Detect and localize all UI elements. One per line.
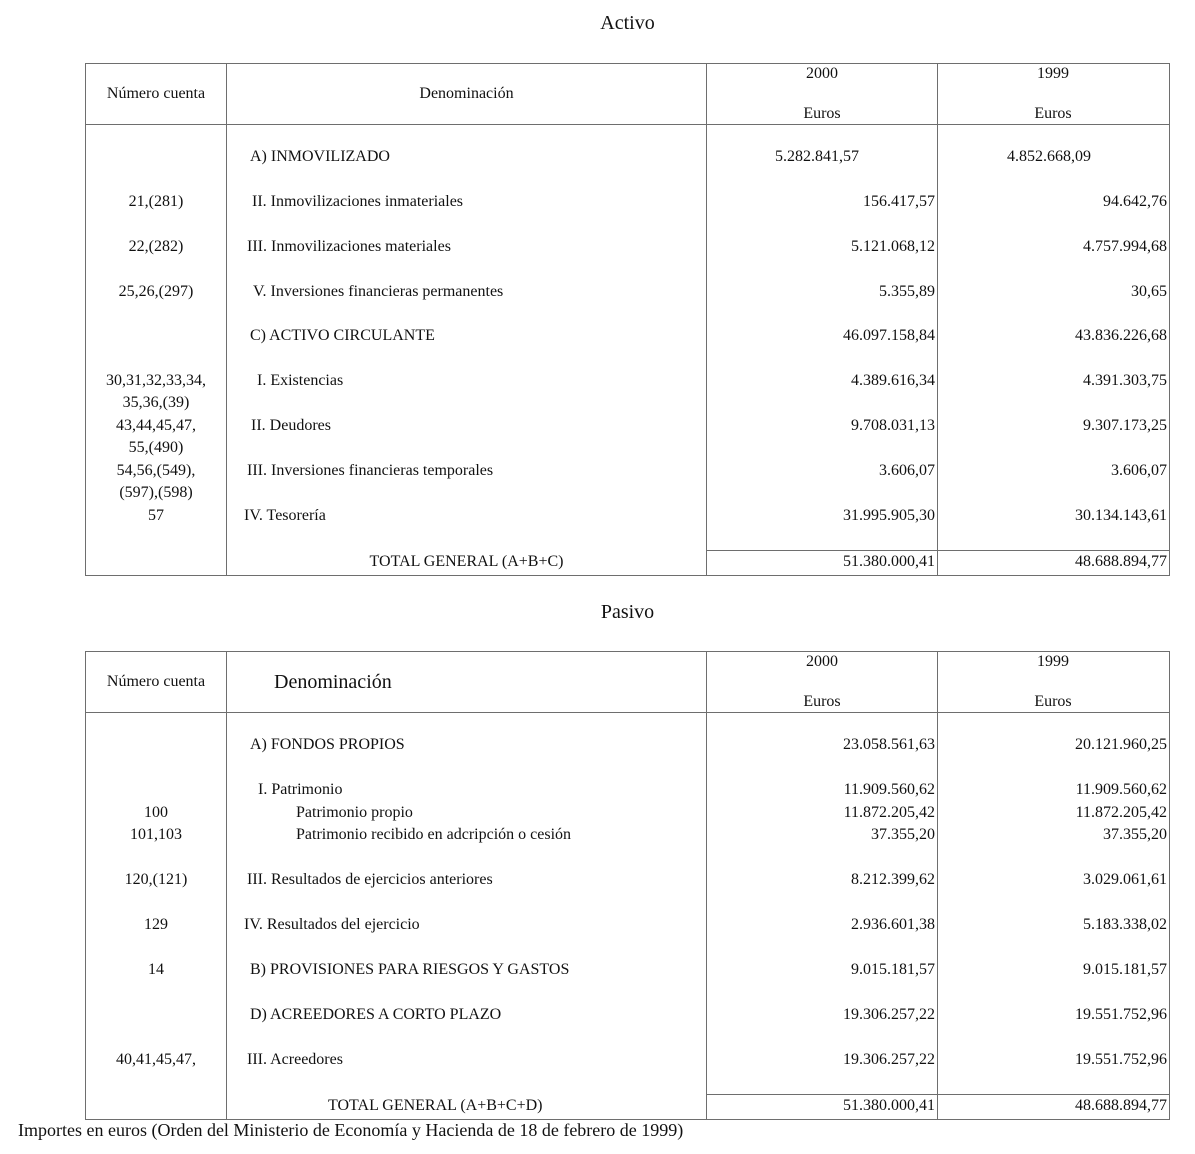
activo-row-account: 22,(282) bbox=[128, 238, 184, 255]
pasivo-row-value-1999: 37.355,20 bbox=[1103, 826, 1167, 843]
activo-header-year-2000: 2000 bbox=[806, 65, 838, 82]
activo-header-unit-1999: Euros bbox=[1034, 105, 1072, 122]
activo-row-value-1999: 43.836.226,68 bbox=[1075, 327, 1167, 344]
activo-row-value-2000: 5.282.841,57 bbox=[775, 148, 859, 165]
activo-row-value-1999: 4.757.994,68 bbox=[1083, 238, 1167, 255]
activo-row-value-2000: 5.355,89 bbox=[879, 283, 935, 300]
pasivo-row-value-1999: 5.183.338,02 bbox=[1083, 916, 1167, 933]
activo-col-divider bbox=[706, 63, 707, 576]
pasivo-header-year-1999: 1999 bbox=[1037, 653, 1069, 670]
pasivo-row-value-1999: 11.909.560,62 bbox=[1075, 781, 1167, 798]
pasivo-row-value-1999: 19.551.752,96 bbox=[1075, 1006, 1167, 1023]
activo-row-name: C) ACTIVO CIRCULANTE bbox=[250, 327, 435, 344]
activo-total-value-2000: 51.380.000,41 bbox=[843, 553, 935, 570]
pasivo-total-rule bbox=[706, 1094, 1170, 1095]
activo-title: Activo bbox=[600, 12, 655, 34]
activo-row-name: I. Existencias bbox=[257, 372, 344, 389]
activo-row-value-2000: 9.708.031,13 bbox=[851, 417, 935, 434]
activo-row-value-1999: 94.642,76 bbox=[1103, 193, 1167, 210]
activo-row-name: II. Deudores bbox=[251, 417, 331, 434]
pasivo-row-value-1999: 20.121.960,25 bbox=[1075, 736, 1167, 753]
pasivo-row-name: III. Resultados de ejercicios anteriores bbox=[247, 871, 493, 888]
activo-total-value-1999: 48.688.894,77 bbox=[1075, 553, 1167, 570]
pasivo-row-value-1999: 11.872.205,42 bbox=[1075, 804, 1167, 821]
activo-row-value-2000: 4.389.616,34 bbox=[851, 372, 935, 389]
activo-table-frame bbox=[85, 63, 1170, 576]
activo-row-name: V. Inversiones financieras permanentes bbox=[253, 283, 504, 300]
pasivo-row-account: 129 bbox=[144, 916, 168, 933]
pasivo-row-value-2000: 11.872.205,42 bbox=[843, 804, 935, 821]
pasivo-row-name: I. Patrimonio bbox=[258, 781, 343, 798]
pasivo-table bbox=[85, 651, 1170, 1120]
pasivo-total-value-2000: 51.380.000,41 bbox=[843, 1097, 935, 1114]
pasivo-row-name: D) ACREEDORES A CORTO PLAZO bbox=[250, 1006, 502, 1023]
pasivo-row-value-2000: 19.306.257,22 bbox=[843, 1051, 935, 1068]
pasivo-row-account: 100 bbox=[144, 804, 168, 821]
activo-row-value-2000: 31.995.905,30 bbox=[843, 507, 935, 524]
activo-row-value-1999: 9.307.173,25 bbox=[1083, 417, 1167, 434]
activo-row-value-1999: 3.606,07 bbox=[1111, 462, 1167, 479]
pasivo-row-value-2000: 9.015.181,57 bbox=[851, 961, 935, 978]
pasivo-row-name: IV. Resultados del ejercicio bbox=[244, 916, 420, 933]
pasivo-header-year-2000: 2000 bbox=[806, 653, 838, 670]
pasivo-row-value-2000: 11.909.560,62 bbox=[843, 781, 935, 798]
pasivo-row-value-1999: 19.551.752,96 bbox=[1075, 1051, 1167, 1068]
pasivo-row-value-2000: 2.936.601,38 bbox=[851, 916, 935, 933]
pasivo-row-value-1999: 9.015.181,57 bbox=[1083, 961, 1167, 978]
activo-row-account: 25,26,(297) bbox=[118, 283, 194, 300]
activo-header-rule bbox=[85, 124, 1170, 125]
activo-header-account: Número cuenta bbox=[106, 85, 206, 102]
footnote: Importes en euros (Orden del Ministerio de Economía y Hacienda de 18 de febrero de 1999) bbox=[18, 1120, 684, 1140]
pasivo-title: Pasivo bbox=[600, 601, 655, 623]
pasivo-row-value-1999: 3.029.061,61 bbox=[1083, 871, 1167, 888]
pasivo-row-value-2000: 19.306.257,22 bbox=[843, 1006, 935, 1023]
pasivo-header-unit-1999: Euros bbox=[1034, 693, 1072, 710]
activo-header-name: Denominación bbox=[419, 85, 514, 102]
activo-total-rule bbox=[706, 550, 1170, 551]
pasivo-row-name: A) FONDOS PROPIOS bbox=[250, 736, 405, 753]
pasivo-row-account: 40,41,45,47, bbox=[116, 1051, 196, 1068]
pasivo-total-value-1999: 48.688.894,77 bbox=[1075, 1097, 1167, 1114]
pasivo-row-account: 101,103 bbox=[130, 826, 182, 843]
activo-header-unit-2000: Euros bbox=[803, 105, 841, 122]
pasivo-row-account: 14 bbox=[148, 961, 164, 978]
activo-row-account: 43,44,45,47, 55,(490) bbox=[116, 417, 196, 456]
activo-row-value-2000: 156.417,57 bbox=[863, 193, 935, 210]
pasivo-row-value-2000: 37.355,20 bbox=[871, 826, 935, 843]
activo-row-value-1999: 30,65 bbox=[1131, 283, 1167, 300]
pasivo-row-value-2000: 23.058.561,63 bbox=[843, 736, 935, 753]
pasivo-header-unit-2000: Euros bbox=[803, 693, 841, 710]
activo-row-value-2000: 46.097.158,84 bbox=[843, 327, 935, 344]
activo-row-account: 30,31,32,33,34, 35,36,(39) bbox=[106, 372, 206, 411]
pasivo-row-name: Patrimonio propio bbox=[296, 804, 413, 821]
pasivo-header-account: Número cuenta bbox=[106, 673, 206, 690]
activo-col-divider bbox=[937, 63, 938, 576]
activo-row-value-2000: 5.121.068,12 bbox=[851, 238, 935, 255]
activo-row-value-1999: 4.852.668,09 bbox=[1007, 148, 1091, 165]
pasivo-header-rule bbox=[85, 712, 1170, 713]
activo-row-value-1999: 30.134.143,61 bbox=[1075, 507, 1167, 524]
activo-table bbox=[85, 63, 1170, 576]
activo-row-account: 54,56,(549), (597),(598) bbox=[116, 462, 196, 501]
activo-row-name: IV. Tesorería bbox=[244, 507, 326, 524]
activo-row-name: A) INMOVILIZADO bbox=[250, 148, 390, 165]
activo-row-value-1999: 4.391.303,75 bbox=[1083, 372, 1167, 389]
pasivo-row-name: III. Acreedores bbox=[247, 1051, 343, 1068]
activo-header-year-1999: 1999 bbox=[1037, 65, 1069, 82]
activo-row-name: III. Inmovilizaciones materiales bbox=[247, 238, 451, 255]
pasivo-row-name: B) PROVISIONES PARA RIESGOS Y GASTOS bbox=[250, 961, 570, 978]
pasivo-header-name: Denominación bbox=[274, 671, 392, 693]
pasivo-row-name: Patrimonio recibido en adcripción o cesión bbox=[296, 826, 572, 843]
activo-total-label: TOTAL GENERAL (A+B+C) bbox=[369, 553, 564, 570]
activo-row-account: 57 bbox=[148, 507, 164, 524]
activo-row-name: III. Inversiones financieras temporales bbox=[247, 462, 494, 479]
activo-row-name: II. Inmovilizaciones inmateriales bbox=[252, 193, 464, 210]
pasivo-total-label: TOTAL GENERAL (A+B+C+D) bbox=[328, 1097, 543, 1114]
activo-row-value-2000: 3.606,07 bbox=[879, 462, 935, 479]
pasivo-row-account: 120,(121) bbox=[124, 871, 188, 888]
pasivo-row-value-2000: 8.212.399,62 bbox=[851, 871, 935, 888]
activo-row-account: 21,(281) bbox=[128, 193, 184, 210]
